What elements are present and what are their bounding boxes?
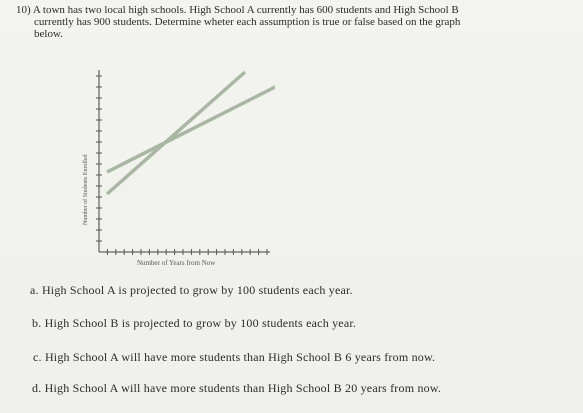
- option-b-text: High School B is projected to grow by 100 students each year.: [44, 316, 357, 330]
- line-graph: [85, 62, 275, 272]
- question-stem: [16, 4, 576, 40]
- stem-line-3: below.: [34, 28, 63, 40]
- stem-line-1: 10) A town has two local high schools. High School A currently has 600 students and High School B: [16, 4, 459, 16]
- option-a-text: High School A is projected to grow by 100 students each year.: [41, 283, 353, 297]
- option-c: [33, 350, 435, 365]
- school-b-line: [107, 84, 275, 172]
- question-number: 10): [16, 4, 31, 16]
- option-c-text: High School A will have more students than High School B 6 years from now.: [44, 350, 436, 364]
- option-a: [30, 283, 353, 298]
- option-a-letter: a.: [30, 283, 39, 297]
- option-b-letter: b.: [32, 316, 42, 330]
- y-axis-label: Number of Students Enrolled: [83, 154, 89, 225]
- option-c-letter: c.: [33, 350, 42, 364]
- option-b: [32, 316, 356, 331]
- school-a-line: [107, 72, 245, 194]
- graph-plot: [85, 62, 275, 262]
- option-d-letter: d.: [32, 381, 42, 395]
- x-axis-label: Number of Years from Now: [137, 259, 216, 267]
- option-d: [32, 381, 441, 396]
- stem-line-2: currently has 900 students. Determine wheter each assumption is true or false based on the graph: [34, 16, 461, 28]
- option-d-text: High School A will have more students than High School B 20 years from now.: [44, 381, 442, 395]
